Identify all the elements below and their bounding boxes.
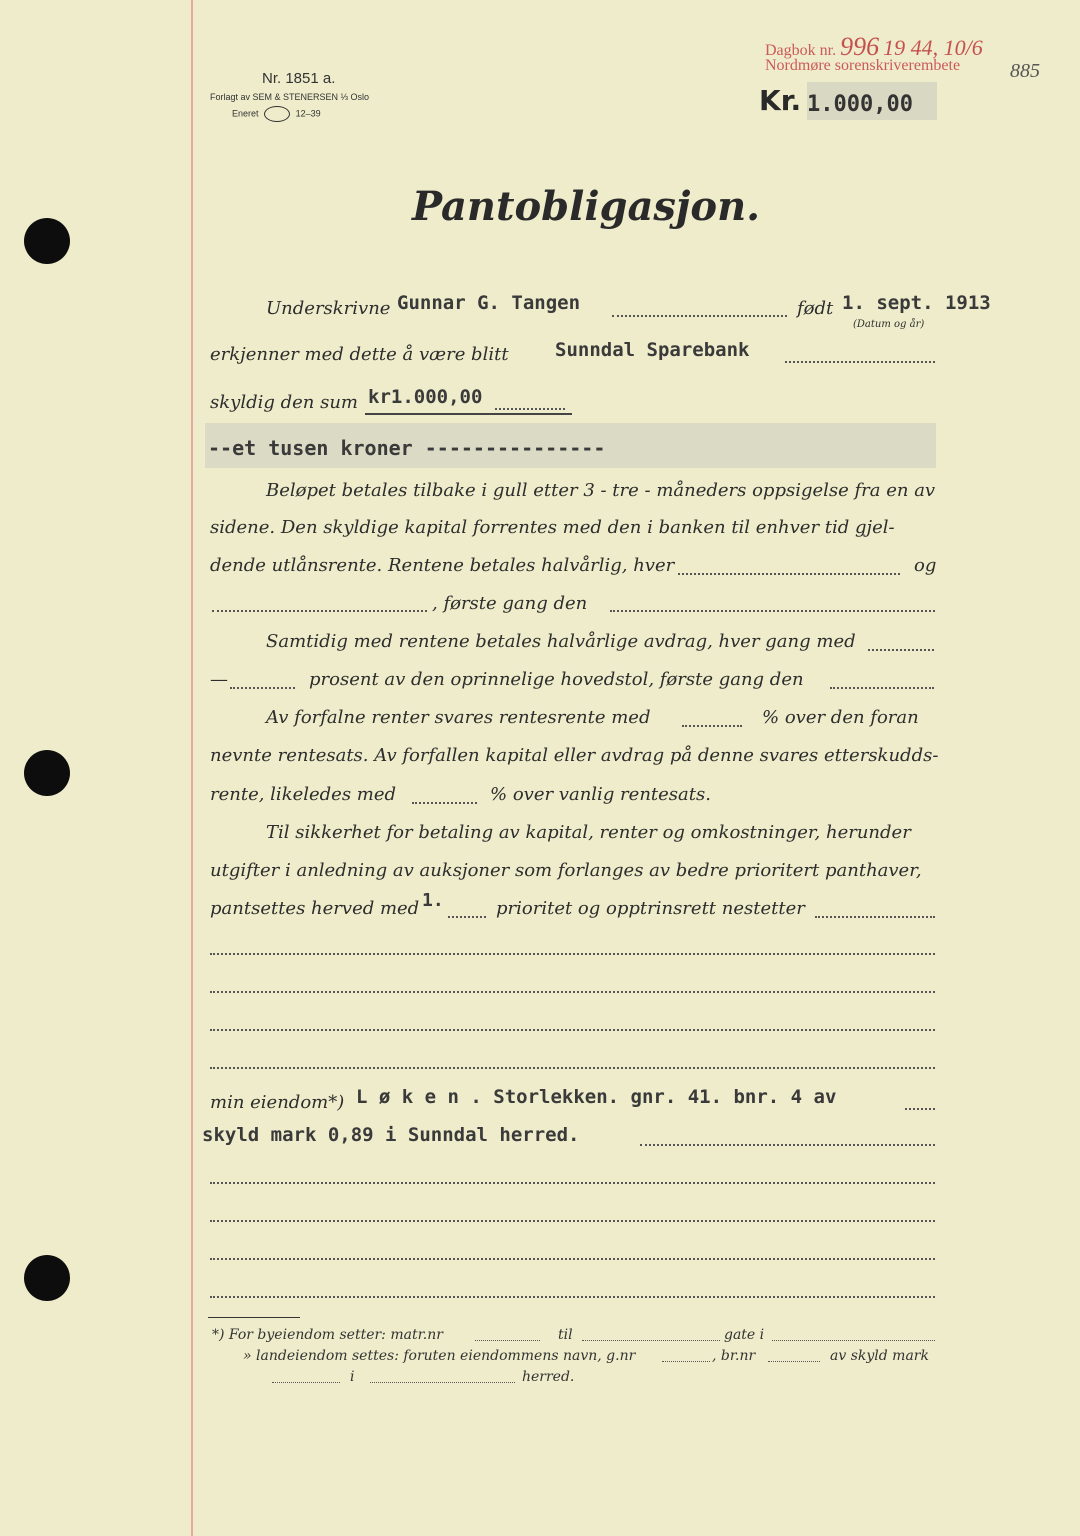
dotted-line: [370, 1382, 515, 1383]
dotted-line: [272, 1382, 340, 1383]
stamp-journal-number: 996: [840, 32, 880, 61]
body-line-10: Til sikkerhet for betaling av kapital, renter og omkostninger, herunder: [266, 822, 911, 843]
blank-dotted-line: [210, 1220, 935, 1222]
dotted-line: [640, 1144, 935, 1146]
form-number: Nr. 1851 a.: [262, 70, 336, 87]
dotted-line: [475, 1340, 540, 1341]
punch-hole-bottom: [24, 1255, 70, 1301]
dotted-line: [678, 573, 900, 575]
body-line-2: sidene. Den skyldige kapital forrentes med den i banken til enhver tid gjel-: [210, 517, 895, 538]
dotted-line: [772, 1340, 935, 1341]
property-label: min eiendom*): [210, 1092, 345, 1113]
dotted-line: [682, 725, 742, 727]
body-line-9: rente, likeledes med: [210, 784, 397, 805]
dotted-line: [662, 1361, 710, 1362]
body-line-12-end: prioritet og opptrinsrett nestetter: [496, 898, 805, 919]
amount-in-words: --et tusen kroner ---------------: [208, 436, 606, 460]
undersigned-label: Underskrivne: [266, 298, 391, 319]
body-line-1: Beløpet betales tilbake i gull etter 3 - tre - måneders oppsigelse fra en av: [266, 480, 936, 501]
document-title: Pantobligasjon.: [412, 183, 761, 230]
blank-dotted-line: [210, 1258, 935, 1260]
blank-dotted-line: [210, 1182, 935, 1184]
dotted-line: [868, 649, 934, 651]
footnote-line-1b: til: [558, 1327, 573, 1343]
priority-value: 1.: [422, 890, 444, 911]
footnote-rule: [208, 1317, 300, 1318]
blank-dotted-line: [210, 953, 935, 955]
sum-underline: [365, 413, 572, 415]
body-line-8: nevnte rentesats. Av forfallen kapital eller avdrag på denne svares etterskudds-: [210, 745, 939, 766]
footnote-line-1: *) For byeiendom setter: matr.nr: [212, 1327, 443, 1343]
dotted-line: [412, 802, 477, 804]
footnote-line-3b: herred.: [522, 1369, 575, 1385]
blank-dotted-line: [210, 1296, 935, 1298]
footnote-line-2b: , br.nr: [712, 1348, 756, 1364]
punch-hole-middle: [24, 750, 70, 796]
dotted-line: [815, 916, 935, 918]
dotted-line: [830, 687, 934, 689]
dotted-line: [610, 610, 935, 612]
born-hint: (Datum og år): [853, 319, 925, 330]
body-line-7-end: % over den foran: [762, 707, 919, 728]
body-line-7: Av forfalne renter svares rentesrente med: [266, 707, 651, 728]
footnote-line-3: i: [350, 1369, 355, 1385]
dotted-line: [785, 361, 935, 363]
blank-dotted-line: [210, 1029, 935, 1031]
footnote-line-2c: av skyld mark: [830, 1348, 929, 1364]
born-label: født: [797, 298, 834, 319]
blank-dotted-line: [210, 991, 935, 993]
footnote-line-1c: gate i: [724, 1327, 765, 1343]
body-line-6-dash: —: [210, 669, 228, 690]
property-line-2: skyld mark 0,89 i Sunndal herred.: [202, 1124, 580, 1146]
rights-label: Eneret: [232, 108, 259, 119]
publisher-line: Forlagt av SEM & STENERSEN ⅓ Oslo: [210, 92, 370, 102]
dotted-line: [230, 687, 295, 689]
stamp-office: Nordmøre sorenskriverembete: [765, 57, 961, 74]
creditor-name: Sunndal Sparebank: [555, 339, 750, 361]
undersigned-name: Gunnar G. Tangen: [397, 292, 581, 314]
dotted-line: [582, 1340, 720, 1341]
blank-dotted-line: [210, 1067, 935, 1069]
property-line-1: L ø k e n . Storlekken. gnr. 41. bnr. 4 av: [356, 1086, 837, 1108]
amount-value: 1.000,00: [807, 92, 913, 117]
print-date: 12–39: [295, 108, 321, 119]
dotted-line: [905, 1108, 935, 1110]
punch-hole-top: [24, 218, 70, 264]
dotted-line: [212, 610, 427, 612]
footnote-line-2: » landeiendom settes: foruten eiendommens navn, g.nr: [243, 1348, 636, 1364]
stamp-year-date: 19 44, 10/6: [883, 35, 983, 60]
dotted-line: [768, 1361, 820, 1362]
dotted-line: [612, 315, 787, 317]
body-line-3-end: og: [914, 555, 937, 576]
dotted-line: [495, 408, 565, 410]
publisher-rights: [232, 106, 321, 122]
creditor-label: erkjenner med dette å være blitt: [210, 344, 509, 365]
born-date: 1. sept. 1913: [842, 292, 991, 314]
body-line-3: dende utlånsrente. Rentene betales halvårlig, hver: [210, 555, 675, 576]
dotted-line: [448, 916, 486, 918]
body-line-12: pantsettes herved med: [210, 898, 420, 919]
body-line-9-end: % over vanlig rentesats.: [490, 784, 711, 805]
amount-label: Kr.: [759, 84, 802, 117]
stamp-prefix: Dagbok nr.: [765, 42, 837, 59]
body-line-4: , første gang den: [432, 593, 588, 614]
page-number: 885: [1010, 60, 1040, 82]
body-line-6: prosent av den oprinnelige hovedstol, første gang den: [309, 669, 804, 690]
body-line-11: utgifter i anledning av auksjoner som forlanges av bedre prioritert panthaver,: [210, 860, 922, 881]
sum-label: skyldig den sum: [210, 392, 358, 413]
margin-line: [191, 0, 193, 1536]
publisher-logo: [264, 106, 290, 122]
sum-value: kr1.000,00: [368, 386, 483, 408]
body-line-5: Samtidig med rentene betales halvårlige avdrag, hver gang med: [266, 631, 856, 652]
